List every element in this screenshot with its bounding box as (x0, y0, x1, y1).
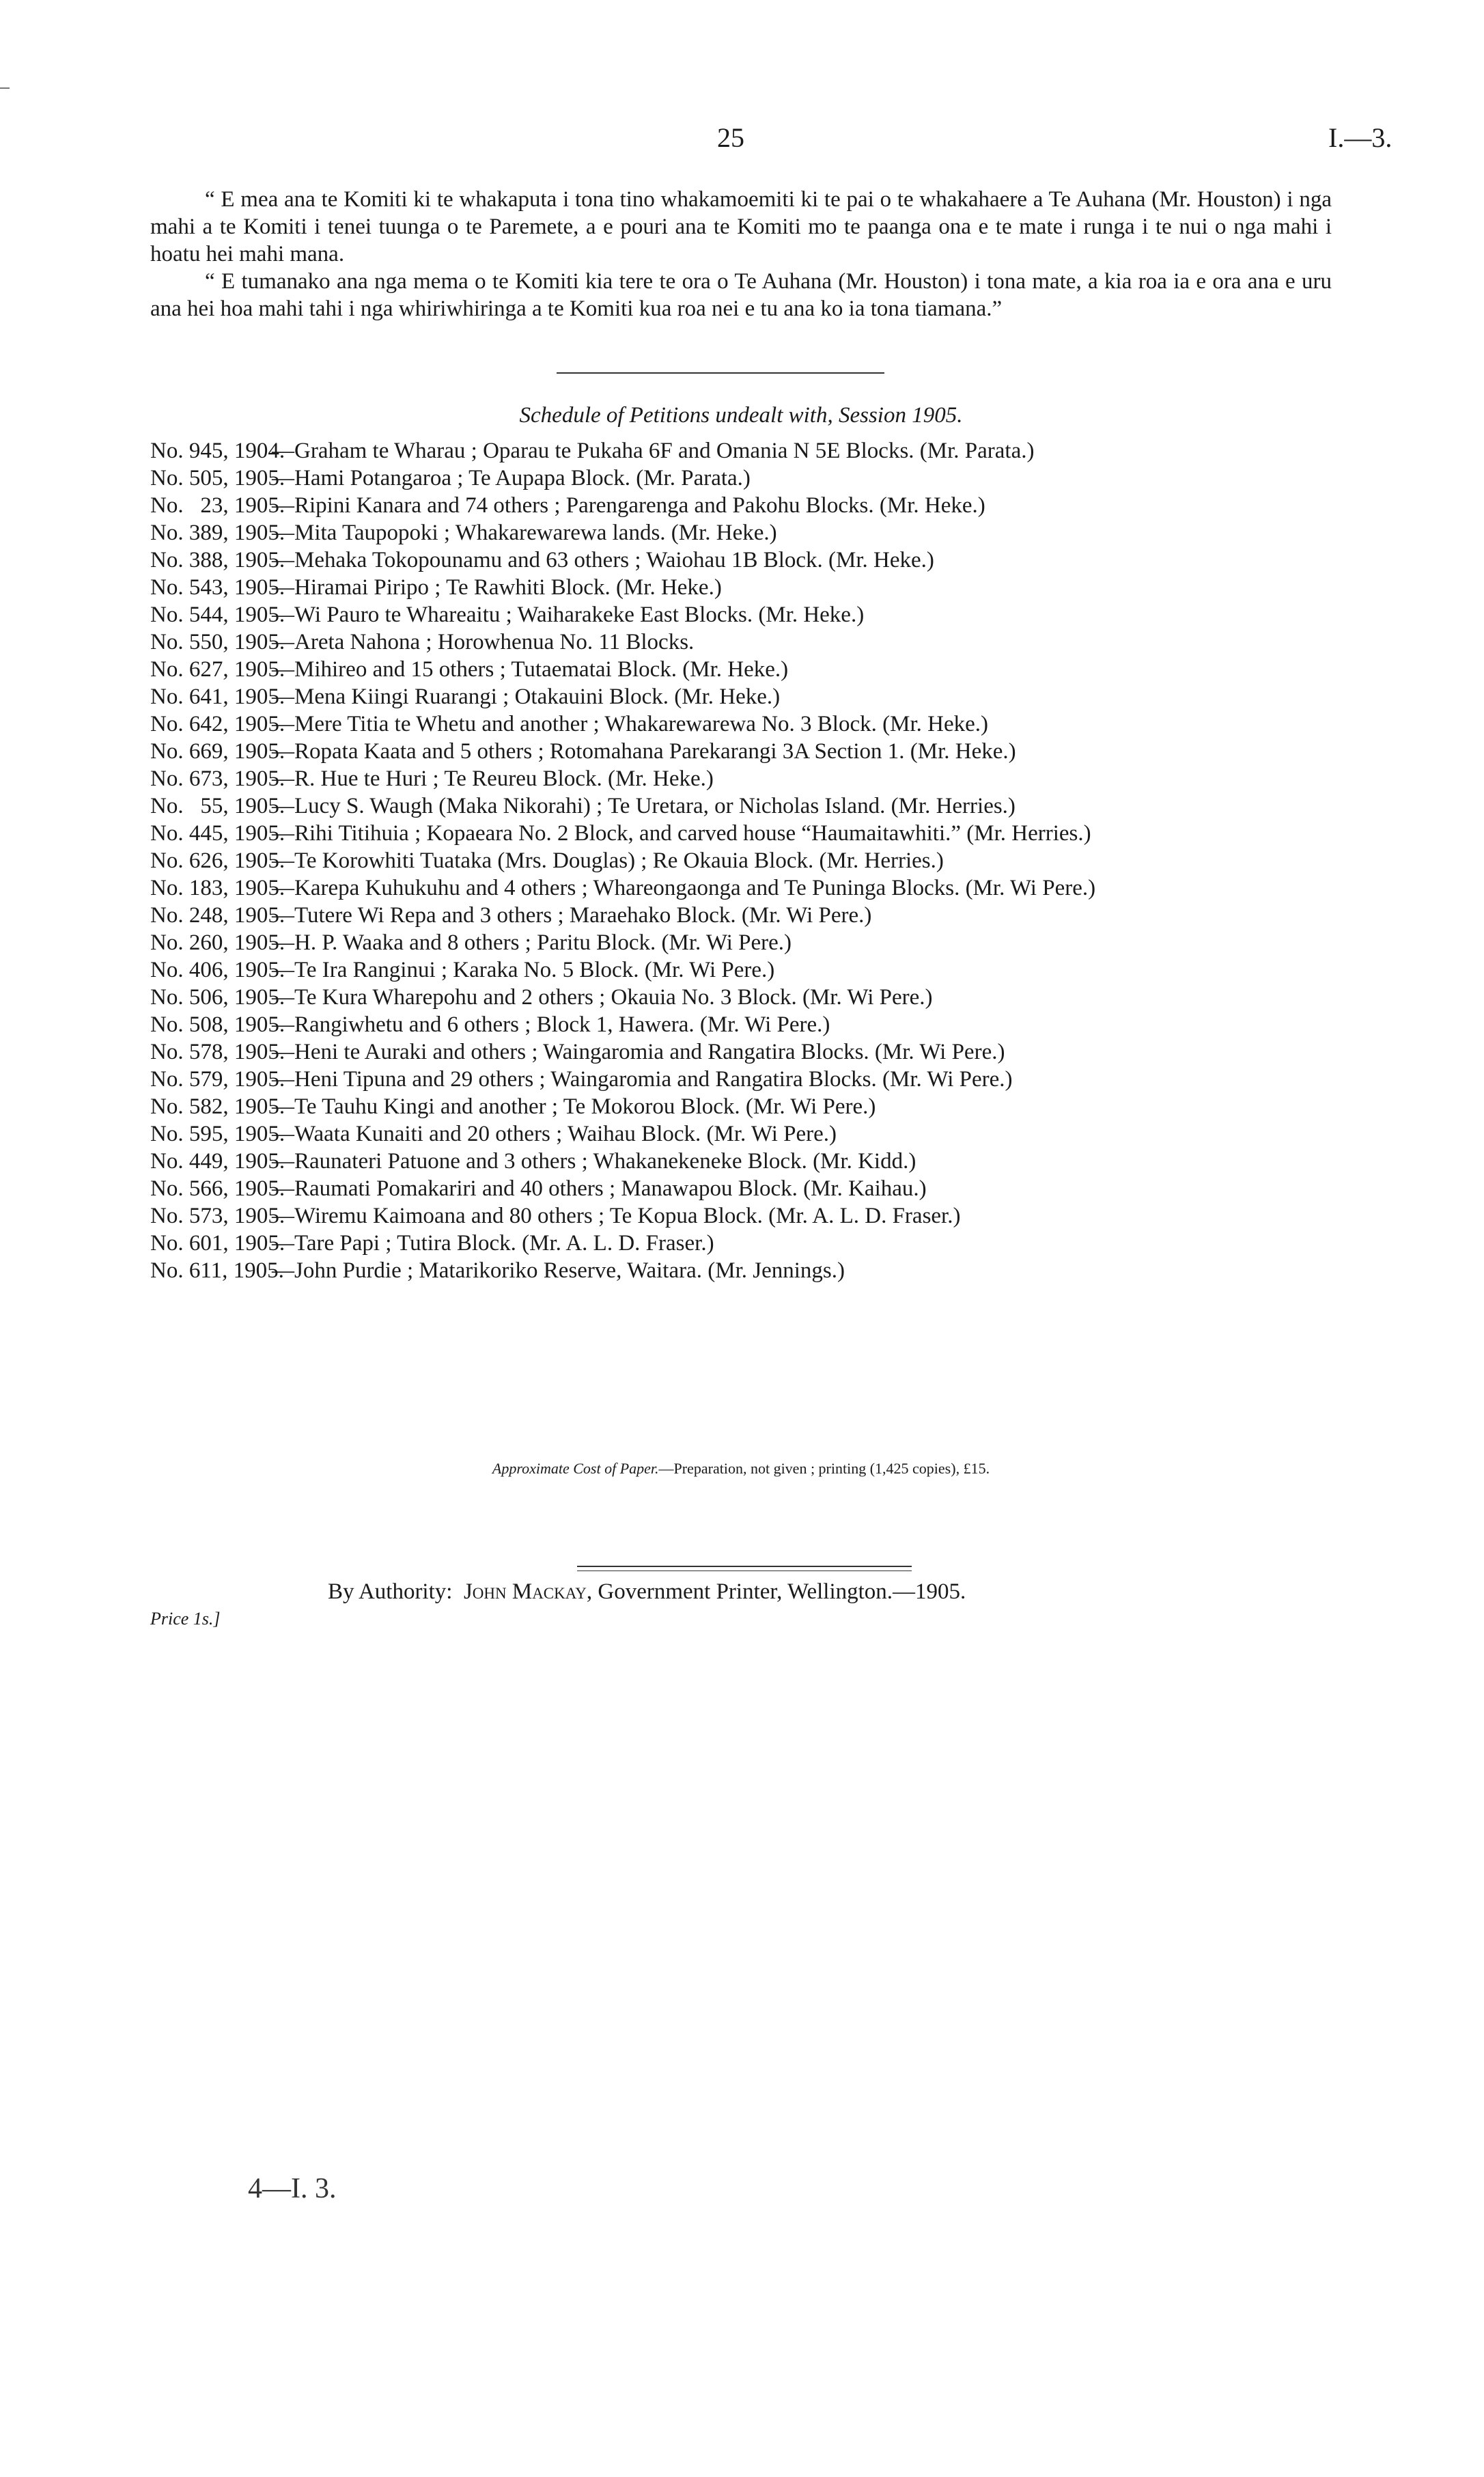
petition-text: —Te Tauhu Kingi and another ; Te Mokorou Block. (Mr. Wi Pere.) (272, 1094, 876, 1119)
petition-list (150, 437, 1332, 1284)
petition-number: No. 506, 1905. (150, 985, 285, 1010)
petition-text: —John Purdie ; Matarikoriko Reserve, Waitara. (Mr. Jennings.) (272, 1258, 845, 1283)
petition-text: —Karepa Kuhukuhu and 4 others ; Whareongaonga and Te Puninga Blocks. (Mr. Wi Pere.) (272, 876, 1096, 900)
petition-number: No. 544, 1905. (150, 603, 285, 627)
footer-divider (577, 1566, 912, 1567)
petition-number: No. 673, 1905. (150, 766, 285, 791)
petition-text: —Raunateri Patuone and 3 others ; Whakanekeneke Block. (Mr. Kidd.) (272, 1149, 916, 1174)
resolution-text (150, 186, 1332, 322)
petition-number: No. 388, 1905. (150, 548, 285, 572)
petition-text: —Tare Papi ; Tutira Block. (Mr. A. L. D. Fraser.) (272, 1231, 714, 1256)
footer-reference: 4—I. 3. (248, 2173, 337, 2204)
schedule-title: Schedule of Petitions undealt with, Session 1905. (519, 403, 963, 428)
petition-text: —Rihi Titihuia ; Kopaeara No. 2 Block, and carved house “Haumaitawhiti.” (Mr. Herries.) (272, 821, 1091, 846)
petition-number: No. 669, 1905. (150, 739, 285, 764)
petition-entry (150, 1066, 1332, 1093)
petition-number: No. 945, 1904. (150, 439, 285, 463)
petition-text: —Mere Titia te Whetu and another ; Whakarewarewa No. 3 Block. (Mr. Heke.) (272, 712, 988, 736)
petition-entry (150, 574, 1332, 601)
petition-text: —Ripini Kanara and 74 others ; Parengarenga and Pakohu Blocks. (Mr. Heke.) (272, 493, 985, 518)
petition-number: No. 389, 1905. (150, 521, 285, 545)
price: Price 1s.] (150, 1609, 221, 1629)
petition-number: No. 641, 1905. (150, 684, 285, 709)
petition-text: —Heni te Auraki and others ; Waingaromia and Rangatira Blocks. (Mr. Wi Pere.) (272, 1040, 1005, 1064)
petition-text: —Heni Tipuna and 29 others ; Waingaromia and Rangatira Blocks. (Mr. Wi Pere.) (272, 1067, 1013, 1092)
petition-entry (150, 956, 1332, 984)
petition-text: —Tutere Wi Repa and 3 others ; Maraehako Block. (Mr. Wi Pere.) (272, 903, 872, 928)
petition-entry (150, 1230, 1332, 1257)
petition-entry (150, 492, 1332, 519)
petition-text: —Wiremu Kaimoana and 80 others ; Te Kopua Block. (Mr. A. L. D. Fraser.) (272, 1204, 961, 1228)
footer-divider-thin (577, 1570, 912, 1571)
petition-entry (150, 710, 1332, 738)
petition-text: —Mehaka Tokopounamu and 63 others ; Waiohau 1B Block. (Mr. Heke.) (272, 548, 934, 572)
section-divider (557, 372, 884, 374)
cost-text: —Preparation, not given ; printing (1,425 copies), £15. (658, 1460, 990, 1477)
petition-entry (150, 656, 1332, 683)
petition-entry (150, 1175, 1332, 1202)
resolution-paragraph-1: “ E mea ana te Komiti ki te whakaputa i tona tino whakamoemiti ki te pai o te whakahaere a Te Auhana (Mr. Houston) i nga mahi a te Komiti i tenei tuunga o te Paremete, a e pouri ana te Komiti mo te paanga ona e te mate i runga i te nui o nga mahi i hoatu hei mahi mana. (150, 187, 1332, 266)
petition-text: —Raumati Pomakariri and 40 others ; Manawapou Block. (Mr. Kaihau.) (272, 1176, 927, 1201)
petition-entry (150, 1202, 1332, 1230)
petition-number: No. 595, 1905. (150, 1122, 285, 1146)
petition-number: No. 445, 1905. (150, 821, 285, 846)
petition-entry (150, 792, 1332, 820)
petition-number: No. 566, 1905. (150, 1176, 285, 1201)
petition-entry (150, 1038, 1332, 1066)
petition-text: —Areta Nahona ; Horowhenua No. 11 Blocks. (272, 630, 695, 654)
petition-entry (150, 1093, 1332, 1120)
petition-number: No. 626, 1905. (150, 848, 285, 873)
petition-number: No. 582, 1905. (150, 1094, 285, 1119)
petition-entry (150, 519, 1332, 546)
petition-entry (150, 1148, 1332, 1175)
petition-entry (150, 437, 1332, 465)
petition-entry (150, 929, 1332, 956)
page-number: 25 (717, 122, 744, 153)
petition-entry (150, 1011, 1332, 1038)
petition-entry (150, 601, 1332, 628)
petition-entry (150, 628, 1332, 656)
petition-entry (150, 465, 1332, 492)
petition-text: —Mita Taupopoki ; Whakarewarewa lands. (Mr. Heke.) (272, 521, 777, 545)
petition-entry (150, 1120, 1332, 1148)
petition-number: No. 505, 1905. (150, 466, 285, 490)
printer-authority (328, 1579, 966, 1605)
margin-mark (0, 87, 10, 89)
petition-text: —H. P. Waaka and 8 others ; Paritu Block. (Mr. Wi Pere.) (272, 930, 792, 955)
petition-entry (150, 902, 1332, 929)
petition-entry (150, 984, 1332, 1011)
petition-text: —Te Kura Wharepohu and 2 others ; Okauia No. 3 Block. (Mr. Wi Pere.) (272, 985, 933, 1010)
petition-text: —Mihireo and 15 others ; Tutaematai Block. (Mr. Heke.) (272, 657, 789, 682)
petition-number: No. 183, 1905. (150, 876, 285, 900)
petition-text: —Graham te Wharau ; Oparau te Pukaha 6F and Omania N 5E Blocks. (Mr. Parata.) (272, 439, 1035, 463)
petition-number: No. 611, 1905. (150, 1258, 284, 1283)
printer-name: John Mackay (463, 1579, 587, 1604)
petition-text: —Te Korowhiti Tuataka (Mrs. Douglas) ; Re Okauia Block. (Mr. Herries.) (272, 848, 944, 873)
petition-entry (150, 738, 1332, 765)
petition-number: No. 23, 1905. (150, 493, 285, 518)
petition-text: —Hiramai Piripo ; Te Rawhiti Block. (Mr. Heke.) (272, 575, 722, 600)
petition-number: No. 248, 1905. (150, 903, 285, 928)
petition-number: No. 573, 1905. (150, 1204, 285, 1228)
printing-cost-note (150, 1460, 1332, 1478)
petition-number: No. 578, 1905. (150, 1040, 285, 1064)
petition-text: —Mena Kiingi Ruarangi ; Otakauini Block. (Mr. Heke.) (272, 684, 781, 709)
petition-text: —Waata Kunaiti and 20 others ; Waihau Block. (Mr. Wi Pere.) (272, 1122, 837, 1146)
petition-number: No. 406, 1905. (150, 958, 285, 982)
petition-text: —R. Hue te Huri ; Te Reureu Block. (Mr. Heke.) (272, 766, 714, 791)
petition-entry (150, 874, 1332, 902)
petition-number: No. 579, 1905. (150, 1067, 285, 1092)
resolution-paragraph-2: “ E tumanako ana nga mema o te Komiti kia tere te ora o Te Auhana (Mr. Houston) i tona mate, a kia roa ia e ora ana e uru ana hei hoa mahi tahi i nga whiriwhiringa a te Komiti kua roa nei e tu ana ko ia tona tiamana.” (150, 269, 1332, 321)
petition-entry (150, 1257, 1332, 1284)
petition-number: No. 508, 1905. (150, 1012, 285, 1037)
petition-text: —Wi Pauro te Whareaitu ; Waiharakeke East Blocks. (Mr. Heke.) (272, 603, 865, 627)
petition-number: No. 601, 1905. (150, 1231, 285, 1256)
petition-text: —Hami Potangaroa ; Te Aupapa Block. (Mr. Parata.) (272, 466, 751, 490)
petition-entry (150, 546, 1332, 574)
petition-number: No. 260, 1905. (150, 930, 285, 955)
petition-number: No. 543, 1905. (150, 575, 285, 600)
petition-number: No. 642, 1905. (150, 712, 285, 736)
petition-number: No. 550, 1905. (150, 630, 285, 654)
petition-number: No. 449, 1905. (150, 1149, 285, 1174)
petition-number: No. 55, 1905. (150, 794, 285, 818)
petition-text: —Rangiwhetu and 6 others ; Block 1, Hawera. (Mr. Wi Pere.) (272, 1012, 830, 1037)
petition-entry (150, 820, 1332, 847)
cost-label: Approximate Cost of Paper. (492, 1460, 659, 1477)
document-reference: I.—3. (1328, 122, 1392, 153)
petition-number: No. 627, 1905. (150, 657, 285, 682)
petition-entry (150, 765, 1332, 792)
authority-suffix: , Government Printer, Wellington.—1905. (586, 1579, 966, 1604)
petition-text: —Lucy S. Waugh (Maka Nikorahi) ; Te Uretara, or Nicholas Island. (Mr. Herries.) (272, 794, 1016, 818)
petition-entry (150, 683, 1332, 710)
petition-text: —Te Ira Ranginui ; Karaka No. 5 Block. (Mr. Wi Pere.) (272, 958, 775, 982)
authority-prefix: By Authority: (328, 1579, 453, 1604)
petition-entry (150, 847, 1332, 874)
petition-text: —Ropata Kaata and 5 others ; Rotomahana Parekarangi 3A Section 1. (Mr. Heke.) (272, 739, 1016, 764)
